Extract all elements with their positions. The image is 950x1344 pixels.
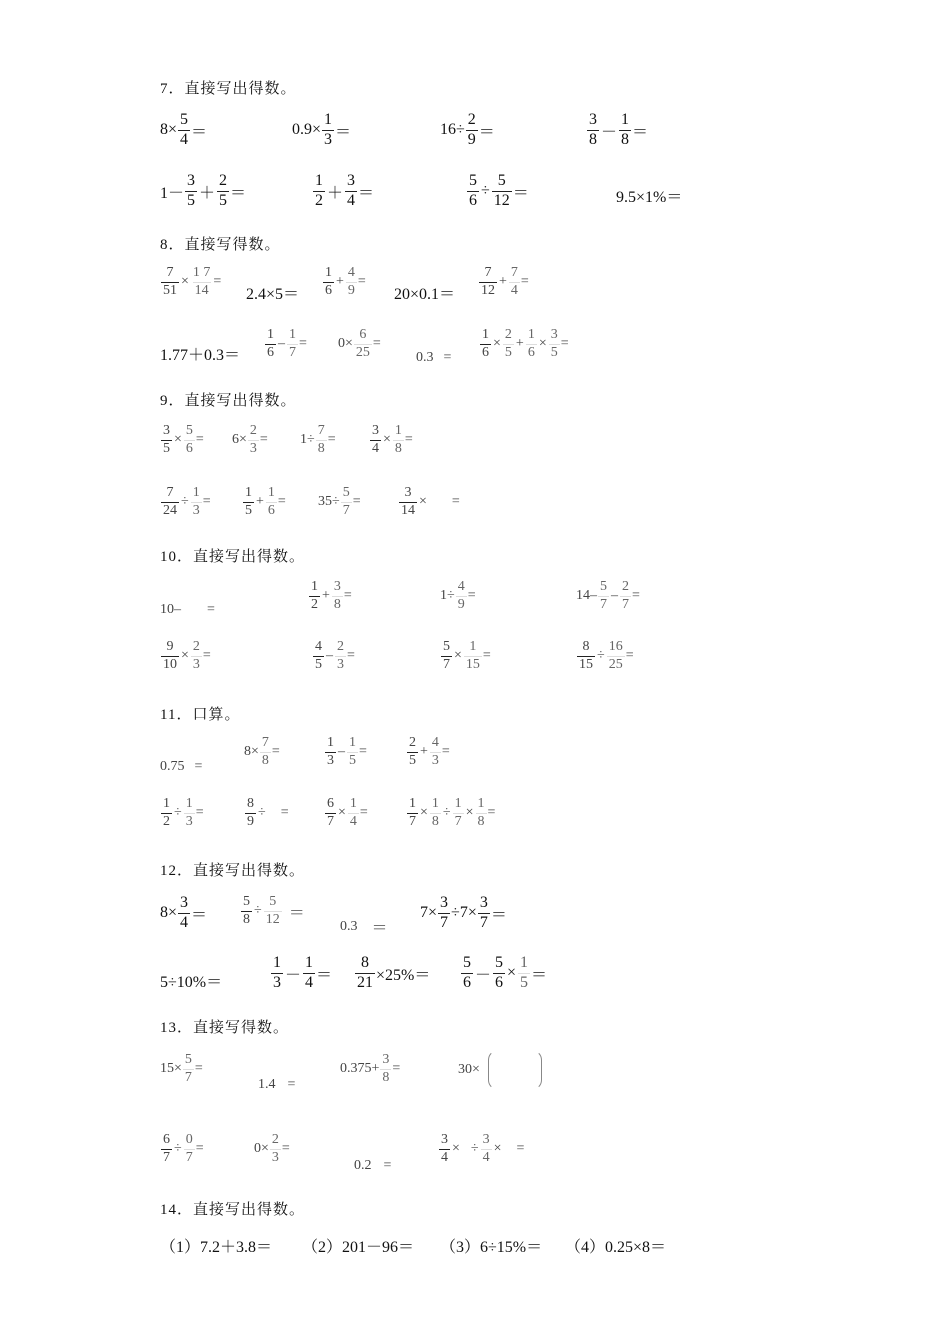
q9-problem-g: 35÷ $\frac{5}{7}$ =	[318, 485, 361, 518]
q14-heading: 14．直接写出得数。	[160, 1202, 306, 1218]
q8-problem-g: $\frac{1}{6}$ – $\frac{1}{7}$ =	[267, 327, 307, 360]
q11-heading: 11．口算。	[160, 707, 241, 723]
q9-problem-e: $\frac{7}{24}$ ÷ $\frac{1}{3}$ =	[163, 485, 211, 518]
q13-problem-f: 0× $\frac{2}{3}$ =	[254, 1132, 290, 1165]
q9-problem-a: $\frac{3}{5}$ × $\frac{5}{6}$ =	[163, 423, 204, 456]
q9-heading: 9．直接写出得数。	[160, 393, 297, 409]
q9-problem-d: $\frac{3}{4}$ × $\frac{1}{8}$ =	[372, 423, 413, 456]
q8-problem-c: $\frac{1}{6}$ + $\frac{4}{9}$ =	[325, 265, 366, 298]
q9-problem-h: $\frac{3}{14}$ × =	[401, 485, 460, 518]
q12-problem-f: $\frac{1}{3}$ － $\frac{1}{4}$ ＝	[273, 954, 333, 991]
q10-problem-b: $\frac{1}{2}$ + $\frac{3}{8}$ =	[311, 579, 352, 612]
q11-problem-h: $\frac{1}{7}$ × $\frac{1}{8}$ ÷ $\frac{1}{7}$ × $\frac{1}{8}$ =	[409, 796, 496, 829]
q8-problem-i: 0.3 =	[416, 350, 452, 365]
q11-problem-c: $\frac{1}{3}$ – $\frac{1}{5}$ =	[327, 735, 367, 768]
q12-problem-c: 0.3 ＝	[340, 918, 388, 937]
q12-problem-b: $\frac{5}{8}$ ÷ $\frac{5}{12}$ ＝	[243, 894, 305, 927]
q12-problem-h: $\frac{5}{6}$ － $\frac{5}{6}$ × $\frac{1}{5}$ ＝	[463, 954, 548, 991]
q12-problem-a: 8× $\frac{3}{4}$ ＝	[160, 894, 208, 931]
q13-problem-g: 0.2 =	[354, 1158, 392, 1173]
q13-heading: 13．直接写得数。	[160, 1020, 290, 1036]
q10-problem-a: 10– =	[160, 602, 215, 617]
q10-problem-h: $\frac{8}{15}$ ÷ $\frac{16}{25}$ =	[579, 639, 634, 672]
q13-problem-d: 30×	[458, 1062, 480, 1077]
q13-problem-b: 1.4 =	[258, 1077, 296, 1092]
q10-heading: 10．直接写出得数。	[160, 549, 306, 565]
q9-problem-b: 6× $\frac{2}{3}$ =	[232, 423, 268, 456]
q10-problem-e: $\frac{9}{10}$ × $\frac{2}{3}$ =	[163, 639, 211, 672]
q13-problem-a: 15× $\frac{5}{7}$ =	[160, 1052, 203, 1085]
q7-problem-c: 16÷ $\frac{2}{9}$ ＝	[440, 111, 495, 148]
q7-problem-f: $\frac{1}{2}$ ＋ $\frac{3}{4}$ ＝	[315, 172, 375, 209]
q12-problem-e: 5÷10%＝	[160, 974, 223, 991]
q14-item-3: （3）6÷15%＝	[440, 1239, 543, 1256]
q8-problem-j: $\frac{1}{6}$ × $\frac{2}{5}$ + $\frac{1}{6}$ × $\frac{3}{5}$ =	[482, 327, 569, 360]
q9-problem-c: 1÷ $\frac{7}{8}$ =	[300, 423, 336, 456]
q8-problem-d: 20×0.1＝	[394, 286, 456, 303]
q10-problem-c: 1÷ $\frac{4}{9}$ =	[440, 579, 476, 612]
q7-problem-a: 8× $\frac{5}{4}$ ＝	[160, 111, 208, 148]
q13-problem-c: 0.375+ $\frac{3}{8}$ =	[340, 1052, 401, 1085]
q7-heading: 7．直接写出得数。	[160, 81, 297, 97]
q10-problem-f: $\frac{4}{5}$ – $\frac{2}{3}$ =	[315, 639, 355, 672]
q14-item-4: （4）0.25×8＝	[565, 1239, 667, 1256]
q10-problem-g: $\frac{5}{7}$ × $\frac{1}{15}$ =	[443, 639, 491, 672]
q12-heading: 12．直接写出得数。	[160, 863, 306, 879]
q7-problem-e: 1－ $\frac{3}{5}$ ＋ $\frac{2}{5}$ ＝	[160, 172, 247, 209]
parenthesis-group	[488, 1050, 542, 1090]
q7-problem-h: 9.5×1%＝	[616, 189, 683, 206]
q13-problem-h: $\frac{3}{4}$ × ÷ $\frac{3}{4}$ × =	[441, 1132, 525, 1165]
q8-problem-a: $\frac{7}{51}$ × $\frac{1 7}{14}$ =	[163, 265, 222, 298]
q11-problem-d: $\frac{2}{5}$ + $\frac{4}{3}$ =	[409, 735, 450, 768]
q8-problem-f: 1.77＋0.3＝	[160, 347, 241, 364]
q8-problem-e: $\frac{7}{12}$ + $\frac{7}{4}$ =	[481, 265, 529, 298]
q11-problem-f: $\frac{8}{9}$ ÷ =	[247, 796, 289, 829]
q12-problem-d: 7× $\frac{3}{7}$ ÷7× $\frac{3}{7}$ ＝	[420, 894, 507, 931]
q11-problem-e: $\frac{1}{2}$ ÷ $\frac{1}{3}$ =	[163, 796, 204, 829]
q7-problem-d: $\frac{3}{8}$ － $\frac{1}{8}$ ＝	[589, 111, 649, 148]
q11-problem-a: 0.75 =	[160, 759, 203, 774]
q12-problem-g: $\frac{8}{21}$ ×25%＝	[357, 954, 431, 991]
q8-problem-b: 2.4×5＝	[246, 286, 300, 303]
q7-problem-b: 0.9× $\frac{1}{3}$ ＝	[292, 111, 352, 148]
q14-item-1: （1）7.2＋3.8＝	[160, 1239, 273, 1256]
q8-problem-h: 0× $\frac{6}{25}$ =	[338, 327, 381, 360]
q14-item-2: （2）201－96＝	[302, 1239, 415, 1256]
q7-problem-g: $\frac{5}{6}$ ÷ $\frac{5}{12}$ ＝	[469, 172, 529, 209]
q11-problem-b: 8× $\frac{7}{8}$ =	[244, 735, 280, 768]
q11-problem-g: $\frac{6}{7}$ × $\frac{1}{4}$ =	[327, 796, 368, 829]
q10-problem-d: 14– $\frac{5}{7}$ – $\frac{2}{7}$ =	[576, 579, 640, 612]
q9-problem-f: $\frac{1}{5}$ + $\frac{1}{6}$ =	[245, 485, 286, 518]
q13-problem-e: $\frac{6}{7}$ ÷ $\frac{0}{7}$ =	[163, 1132, 204, 1165]
q8-heading: 8．直接写得数。	[160, 237, 281, 253]
